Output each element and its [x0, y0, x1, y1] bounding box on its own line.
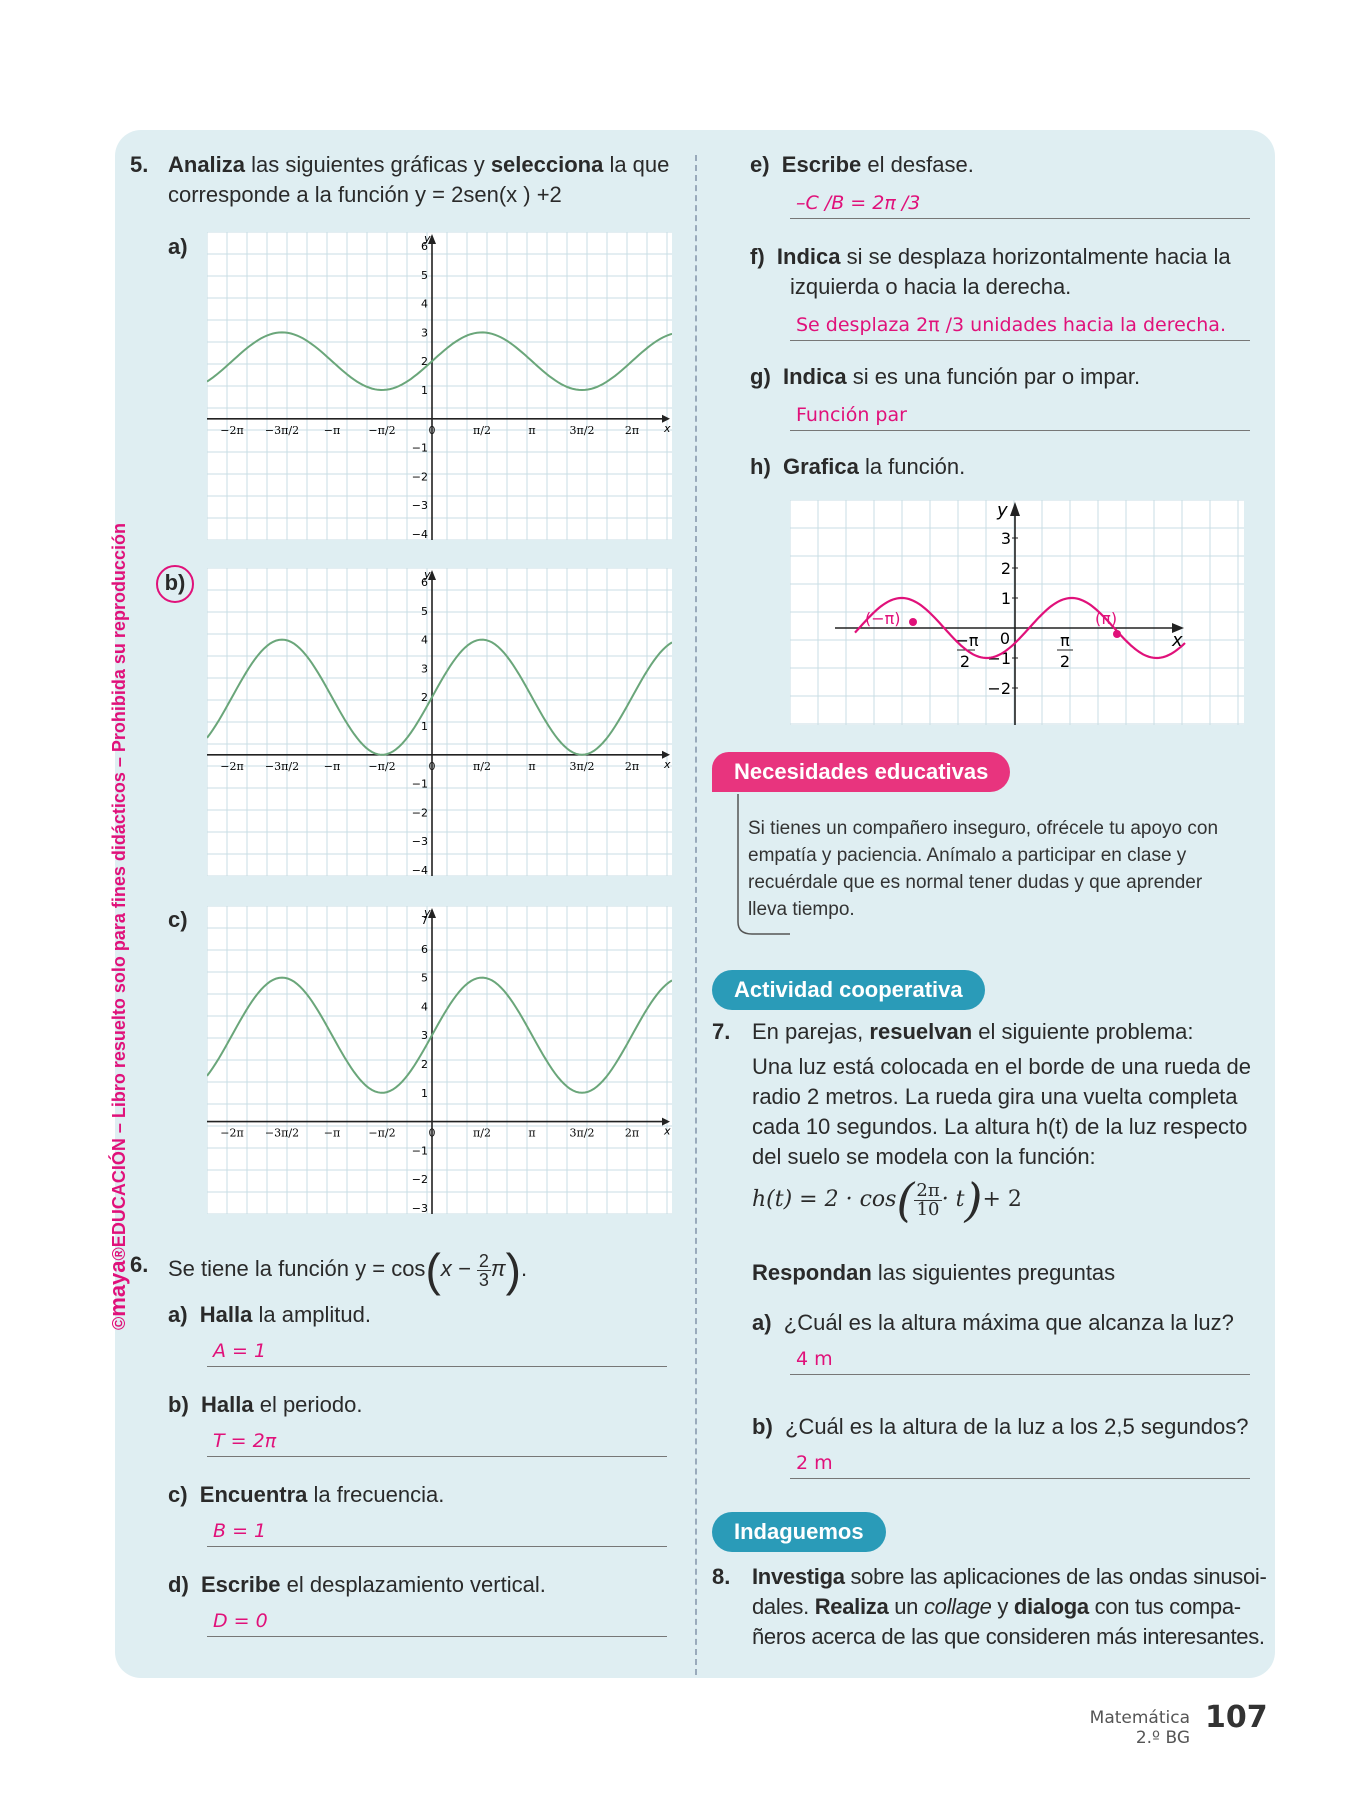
answer-graph-h — [790, 500, 1244, 725]
x-tick-label: −π — [323, 759, 341, 773]
y-tick-label: −3 — [411, 499, 428, 513]
q6f-line2: izquierda o hacia la derecha. — [790, 274, 1072, 299]
x-tick-pos-den: 2 — [1059, 652, 1071, 671]
x-tick-label: −3π/2 — [264, 423, 300, 437]
y-tick-label: 4 — [421, 1000, 428, 1014]
x-tick-label: 2π — [624, 423, 640, 437]
x-tick-label: π/2 — [473, 1126, 491, 1140]
footer-subject: Matemática — [1089, 1708, 1190, 1728]
q6e-answer[interactable]: –C /B = 2π /3 — [790, 190, 1250, 219]
x-tick-label: −3π/2 — [264, 1126, 300, 1140]
q7b: b) ¿Cuál es la altura de la luz a los 2,5 segundos? — [752, 1414, 1249, 1439]
y-tick-label: 6 — [421, 240, 428, 253]
x-tick-label: 3π/2 — [569, 423, 595, 437]
inquiry-tag: Indaguemos — [712, 1512, 886, 1552]
q7-number: 7. — [712, 1019, 731, 1044]
coop-tag: Actividad cooperativa — [712, 970, 985, 1010]
y-tick-label: −1 — [411, 441, 428, 455]
x-tick-label: 0 — [428, 1126, 436, 1140]
q5-text: Analiza las siguientes gráficas y selecciona la que — [168, 152, 670, 177]
q6a: a) Halla la amplitud. — [168, 1302, 372, 1327]
graph-label-c: c) — [168, 907, 188, 932]
y-tick-label: −4 — [411, 864, 428, 876]
y-tick-label: 2 — [421, 1058, 428, 1071]
y-tick-label: 5 — [421, 604, 428, 618]
y-tick-label: −3 — [411, 1202, 428, 1214]
q6b-answer[interactable]: T = 2π — [207, 1428, 667, 1457]
y-tick-label: 2 — [1000, 559, 1011, 578]
q6h: h) Grafica la función. — [750, 454, 966, 479]
y-tick-label: −2 — [987, 679, 1011, 698]
x-tick-label: −π/2 — [368, 759, 396, 773]
y-axis-label: y — [424, 906, 431, 919]
page-number: 107 — [1205, 1700, 1268, 1735]
q7-intro: En parejas, resuelvan el siguiente problema: — [752, 1019, 1194, 1044]
graph-label-a: a) — [168, 234, 188, 259]
needs-tag: Necesidades educativas — [712, 752, 1010, 792]
y-tick-label: −1 — [411, 777, 428, 791]
x-tick-label: 2π — [624, 759, 640, 773]
x-tick-label: −2π — [220, 423, 244, 437]
y-tick-label: 4 — [421, 297, 428, 311]
y-tick-label: 2 — [421, 355, 428, 369]
point-neg-pi-label: (−π) — [865, 609, 901, 628]
x-tick-label: 0 — [428, 759, 436, 773]
point-pi-label: (π) — [1095, 609, 1118, 628]
q7-formula: h(t) = 2 · cos( $\frac{2\pi}{10}$ · t)+ 2 — [752, 1173, 1022, 1227]
q7a-answer[interactable]: 4 m — [790, 1346, 1250, 1375]
x-tick-label: 3π/2 — [569, 1126, 595, 1140]
x-axis-label: x — [1172, 630, 1183, 651]
q8-number: 8. — [712, 1564, 731, 1589]
q7-problem: Una luz está colocada en el borde de una rueda de radio 2 metros. La rueda gira una vuelta completa cada 10 segundos. La altura h(t) de la luz respecto del suelo se modela con la función: — [752, 1054, 1252, 1169]
q5-number: 5. — [130, 152, 149, 177]
y-tick-label: −4 — [411, 528, 428, 540]
y-tick-label: −1 — [987, 649, 1011, 668]
q6d: d) Escribe el desplazamiento vertical. — [168, 1572, 546, 1597]
point-neg-pi — [909, 618, 917, 626]
x-tick-label: −π — [323, 1126, 341, 1140]
graph-b — [207, 568, 672, 876]
y-tick-label: 1 — [421, 384, 428, 397]
x-tick-pos-num: π — [1060, 631, 1070, 650]
y-tick-label: 2 — [421, 691, 428, 705]
x-tick-label: −2π — [220, 759, 244, 773]
y-tick-label: 3 — [421, 662, 428, 676]
y-tick-label: 3 — [421, 326, 428, 340]
x-tick-label: −2π — [220, 1126, 244, 1140]
q7-prompt: Respondan las siguientes preguntas — [752, 1260, 1116, 1285]
x-tick-label: 0 — [428, 423, 436, 437]
x-tick-label: π/2 — [473, 759, 491, 773]
x-axis-label: x — [664, 421, 671, 435]
y-axis-arrow — [1010, 502, 1020, 516]
y-tick-label: 3 — [1000, 529, 1011, 548]
sine-curve — [207, 640, 672, 755]
graph-label-b-selected[interactable]: b) — [156, 565, 194, 603]
q6-number: 6. — [130, 1252, 149, 1277]
footer-grade: 2.º BG — [1135, 1728, 1190, 1748]
x-tick-label: −π/2 — [368, 423, 396, 437]
q6b: b) Halla el periodo. — [168, 1392, 363, 1417]
x-tick-label: π — [528, 423, 536, 437]
q6g: g) Indica si es una función par o impar. — [750, 364, 1141, 389]
q6e: e) Escribe el desfase. — [750, 152, 974, 177]
q7b-answer[interactable]: 2 m — [790, 1450, 1250, 1479]
q6a-answer[interactable]: A = 1 — [207, 1338, 667, 1367]
x-tick-label: π/2 — [473, 423, 491, 437]
q6f: f) Indica si se desplaza horizontalmente hacia la — [750, 244, 1231, 269]
y-tick-label: 1 — [421, 720, 428, 733]
y-tick-label: 4 — [421, 633, 428, 647]
y-tick-label: 5 — [421, 268, 428, 282]
x-tick-label: −3π/2 — [264, 759, 300, 773]
q6g-answer[interactable]: Función par — [790, 402, 1250, 431]
q5-text-line2: corresponde a la función y = 2sen(x ) +2 — [168, 182, 562, 207]
y-tick-label: 6 — [421, 576, 428, 589]
q6c: c) Encuentra la frecuencia. — [168, 1482, 445, 1507]
q6-fraction: $\frac{2}{3}$ — [478, 1250, 489, 1290]
graph-c — [207, 906, 672, 1214]
x-tick-label: −π/2 — [368, 1126, 396, 1140]
graph-a — [207, 232, 672, 540]
x-tick-neg-num: −π — [955, 631, 979, 650]
q6c-answer[interactable]: B = 1 — [207, 1518, 667, 1547]
q6f-answer[interactable]: Se desplaza 2π /3 unidades hacia la derecha. — [790, 312, 1250, 341]
needs-text: Si tienes un compañero inseguro, ofrécele tu apoyo con empatía y paciencia. Anímalo a participar en clase y recuérdale que es normal tener dudas y que aprender lleva tiempo. — [748, 818, 1219, 920]
sine-curve — [207, 332, 672, 390]
y-axis-label: y — [997, 500, 1008, 521]
q7a: a) ¿Cuál es la altura máxima que alcanza la luz? — [752, 1310, 1234, 1335]
side-copyright: ©maya®EDUCACIÓN – Libro resuelto solo para fines didácticos – Prohibida su reproducción — [105, 523, 130, 1330]
x-tick-label: 3π/2 — [569, 759, 595, 773]
x-axis-label: x — [664, 757, 671, 771]
y-axis-label: y — [424, 232, 431, 245]
y-tick-label: −2 — [411, 1173, 428, 1187]
y-tick-label: 1 — [1000, 589, 1011, 608]
x-axis-label: x — [664, 1124, 671, 1138]
y-tick-label: 7 — [421, 914, 428, 927]
sine-curve — [207, 978, 672, 1093]
y-axis-label: y — [424, 568, 431, 581]
q6d-answer[interactable]: D = 0 — [207, 1608, 667, 1637]
origin-label: 0 — [999, 629, 1011, 648]
y-tick-label: 5 — [421, 971, 428, 985]
y-tick-label: 3 — [421, 1029, 428, 1043]
q8-text: Investiga sobre las aplicaciones de las ondas sinusoi- dales. Realiza un collage y dialoga con tus compa- ñeros acerca de las que consideren más interesantes. — [752, 1564, 1267, 1649]
x-tick-label: 2π — [624, 1126, 640, 1140]
y-tick-label: 1 — [421, 1086, 428, 1100]
x-tick-label: −π — [323, 423, 341, 437]
brand-logo: maya — [105, 1260, 130, 1317]
point-pi — [1113, 630, 1121, 638]
x-tick-label: π — [528, 1126, 536, 1140]
x-tick-neg-den: 2 — [959, 652, 971, 671]
y-tick-label: −1 — [411, 1144, 428, 1158]
y-tick-label: −2 — [411, 470, 428, 484]
y-tick-label: −3 — [411, 835, 428, 849]
y-tick-label: −2 — [411, 806, 428, 820]
y-tick-label: 6 — [421, 942, 428, 956]
x-tick-label: π — [528, 759, 536, 773]
column-divider — [695, 155, 697, 1675]
q6-text: Se tiene la función y = cos(x − $\frac{2}{3}$ π). — [168, 1244, 528, 1296]
